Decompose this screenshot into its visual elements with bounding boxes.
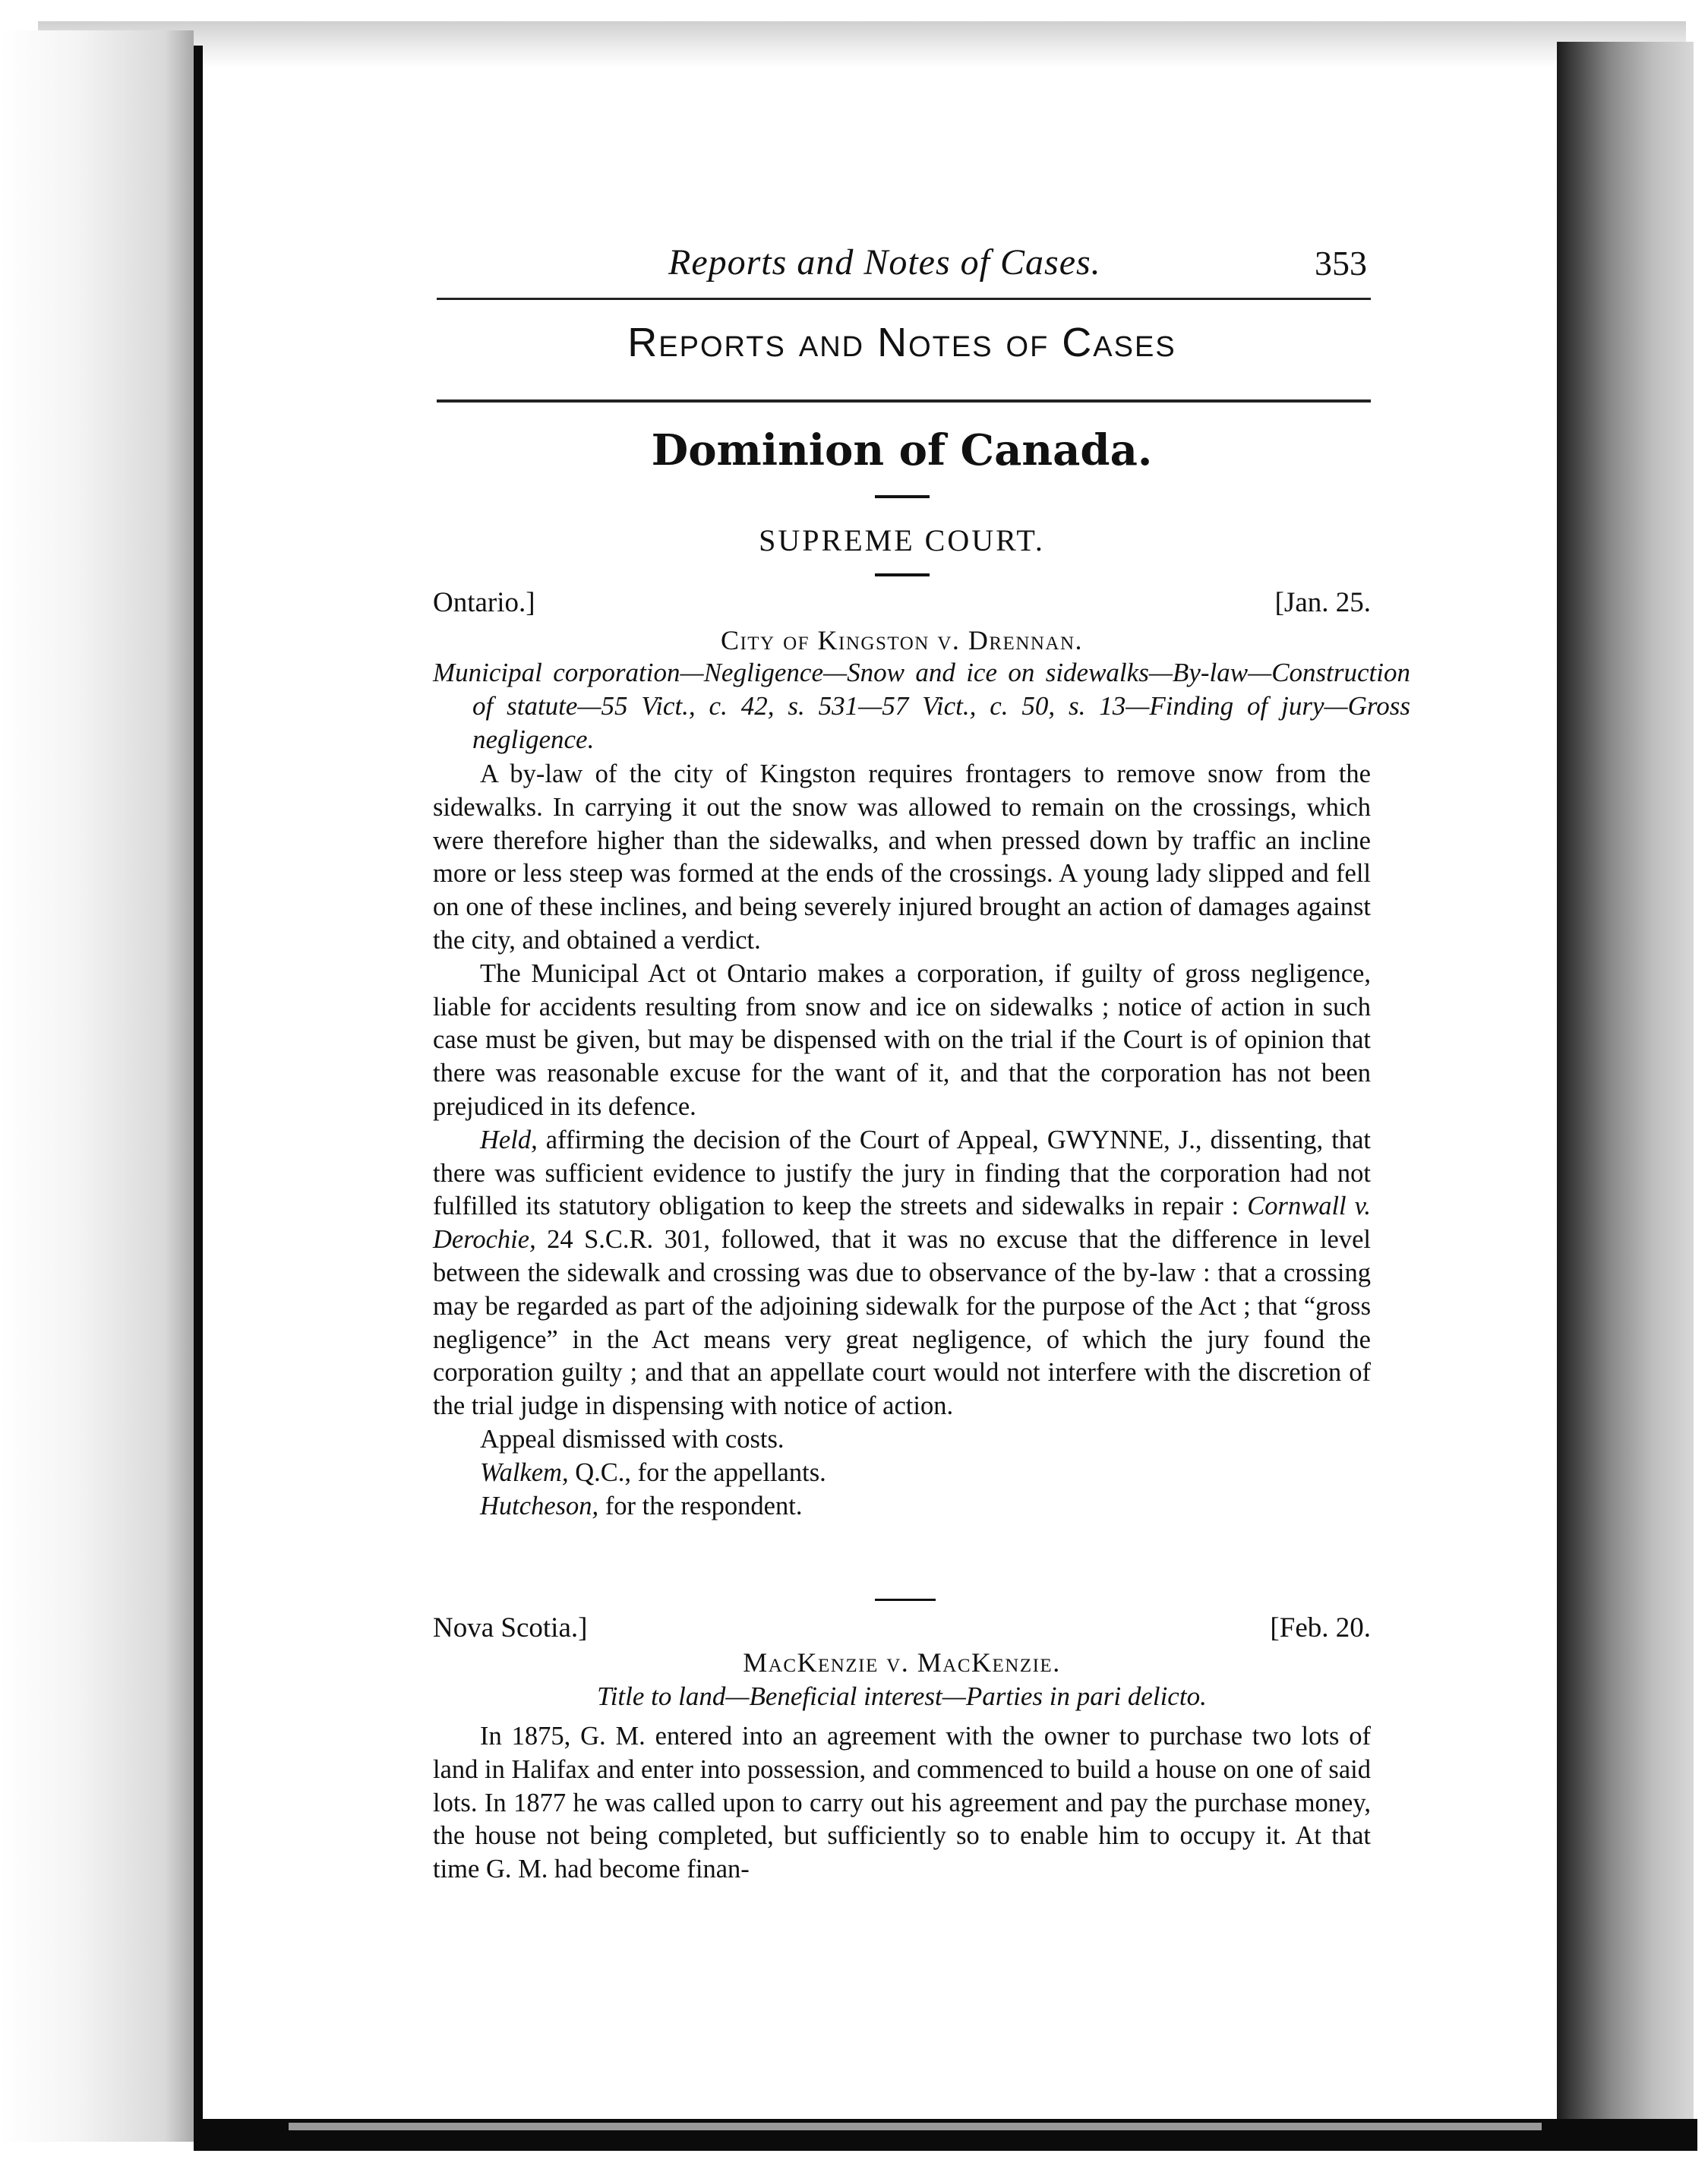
case-date: [Feb. 20.: [1270, 1612, 1371, 1643]
court-heading: SUPREME COURT.: [759, 523, 1045, 557]
counsel-name: Hutcheson,: [480, 1491, 599, 1520]
counsel-line: [433, 1490, 1371, 1523]
jurisdiction-heading: Dominion of Canada.: [651, 425, 1153, 475]
counsel-role: for the respondent.: [598, 1491, 803, 1520]
header-rule: [437, 298, 1371, 300]
case-header: [433, 1612, 1371, 1647]
case-province: Nova Scotia.]: [433, 1612, 588, 1643]
case-date: [Jan. 25.: [1274, 587, 1371, 618]
title-rule: [437, 399, 1371, 403]
held-paragraph: [433, 1124, 1371, 1423]
case-headnote: Municipal corporation—Negligence—Snow and ice on sidewalks—By-law—Construction of statute—55 Vict., c. 42, s. 531—57 Vict., c. 50, s. 13—Finding of jury—Gross negligence.: [433, 658, 1410, 754]
case-header: [433, 586, 1371, 621]
page-number: 353: [1315, 244, 1367, 283]
case-body: [433, 758, 1371, 1523]
held-lead: Held,: [480, 1125, 538, 1154]
disposition: Appeal dismissed with costs.: [480, 1424, 785, 1454]
held-text: affirming the decision of the Court of Appeal, GWYNNE, J., dissenting, that there was sufficient evidence to justify the jury in finding that the corporation had not fulfilled its statutory obligation to keep the streets and sidewalks in repair :: [433, 1125, 1371, 1221]
counsel-line: [433, 1457, 1371, 1490]
citation: Cornwall v. Derochie,: [433, 1192, 1372, 1255]
scan-right-edge: [1557, 42, 1694, 2138]
scan-bottom-highlight: [289, 2123, 1542, 2130]
held-text-continued: 24 S.C.R. 301, followed, that it was no excuse that the difference in level between the sidewalk and crossing was due to observance of the by-law : that a crossing may be regarded as part of the adjoining sidewalk for the purpose of the Act ; that “gross negligence” in the Act means very great negligence, of which the jury found the corporation guilty ; and that an appellate court would not interfere with the discretion of the trial judge in dispensing with notice of action.: [433, 1225, 1371, 1421]
divider: [875, 1599, 936, 1601]
scan-left-edge: [0, 30, 194, 2142]
running-head: [433, 242, 1371, 287]
page-title: Reports and Notes of Cases: [627, 320, 1176, 365]
counsel-role: Q.C., for the appellants.: [568, 1457, 826, 1487]
paragraph: The Municipal Act ot Ontario makes a corporation, if guilty of gross negligence, liable for accidents resulting from snow and ice on sidewalks ; notice of action in such case must be given, but may be dispensed with on the trial if the Court is of opinion that there was reasonable excuse for the want of it, and that the corporation has not been prejudiced in its defence.: [433, 958, 1371, 1121]
paragraph: A by-law of the city of Kingston requires frontagers to remove snow from the sidewalks. In carrying it out the snow was allowed to remain on the crossings, which were therefore higher than the sidewalks, and when pressed down by traffic an incline more or less steep was formed at the ends of the crossings. A young lady slipped and fell on one of these inclines, and being severely injured brought an action of damages against the city, and obtained a verdict.: [433, 759, 1371, 955]
scan-top-edge: [38, 21, 1686, 68]
counsel-name: Walkem,: [480, 1457, 569, 1487]
divider: [875, 495, 930, 498]
case-province: Ontario.]: [433, 587, 535, 618]
running-head-title: Reports and Notes of Cases.: [668, 242, 1101, 283]
case-body: [433, 1720, 1371, 1887]
case-title: MacKenzie v. MacKenzie.: [743, 1647, 1061, 1678]
paragraph: In 1875, G. M. entered into an agreement with the owner to purchase two lots of land in Halifax and enter into possession, and commenced to build a house on one of said lots. In 1877 he was called upon to carry out his agreement and pay the purchase money, the house not being completed, but sufficiently so to enable him to occupy it. At that time G. M. had become finan-: [433, 1722, 1372, 1884]
divider: [875, 573, 930, 576]
case-headnote: Title to land—Beneficial interest—Parties in pari delicto.: [597, 1681, 1207, 1711]
case-title: City of Kingston v. Drennan.: [720, 625, 1084, 655]
page-left-border: [194, 46, 203, 2149]
